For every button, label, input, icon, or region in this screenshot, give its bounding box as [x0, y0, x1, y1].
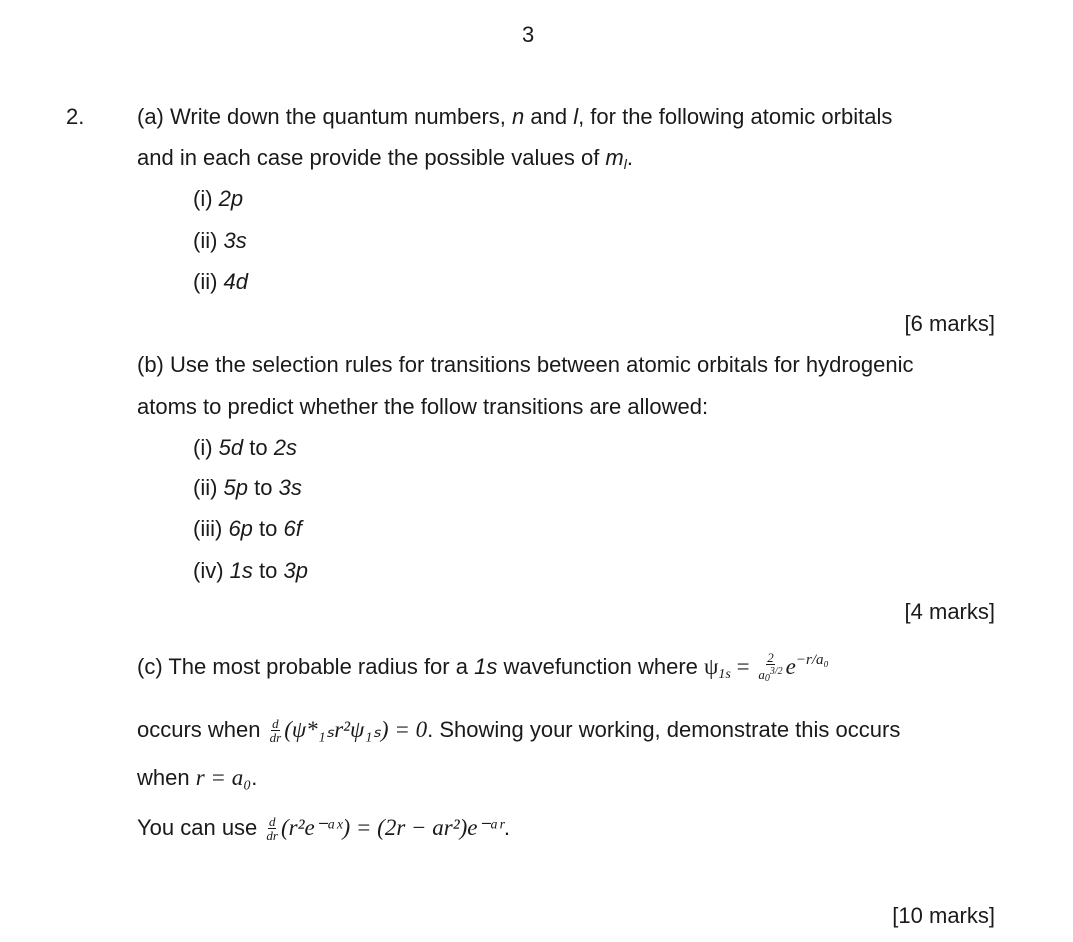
var-l: l — [573, 104, 579, 129]
part-b-marks: [4 marks] — [904, 599, 995, 624]
psi-symbol: ψ — [704, 654, 719, 679]
part-a-item — [193, 268, 248, 296]
to-orbital: 2s — [273, 435, 297, 460]
var-ml-sub: l — [623, 156, 627, 172]
fraction-denominator — [757, 665, 783, 686]
part-c-line-4 — [137, 806, 510, 850]
equals-sign: = — [730, 654, 756, 679]
to-orbital: 3p — [283, 558, 308, 583]
item-label: (ii) — [193, 475, 224, 500]
from-orbital: 6p — [228, 516, 253, 541]
part-a-line-2 — [137, 144, 633, 178]
part-b-item — [193, 557, 308, 585]
item-label: (i) — [193, 435, 219, 460]
denominator-sub: 0 — [764, 672, 770, 684]
denominator-exp: 3/2 — [769, 665, 783, 677]
derivative-numerator: d — [272, 716, 279, 732]
orbital: 4d — [223, 269, 249, 294]
to-word: to — [248, 475, 279, 500]
item-label: (iii) — [193, 516, 229, 541]
part-a-marks: [6 marks] — [904, 311, 995, 336]
derivative-fraction — [269, 717, 283, 745]
part-a-item — [193, 227, 247, 255]
part-b-line-2: atoms to predict whether the follow transitions are allowed: — [137, 394, 709, 419]
from-orbital: 5d — [218, 435, 244, 460]
to-word: to — [252, 516, 284, 541]
condition-expression: (ψ*₁ₛr²ψ₁ₛ) = 0 — [284, 717, 428, 742]
hint-derivative-denominator: dr — [266, 828, 278, 844]
part-c-line-1 — [137, 636, 829, 699]
exp-power: −r/a₀ — [795, 652, 829, 668]
exp-base: e — [785, 654, 796, 679]
radius-expression: r = a₀ — [195, 765, 252, 790]
part-b-item — [193, 474, 302, 502]
from-orbital: 1s — [229, 558, 253, 583]
derivative-denominator: dr — [269, 730, 282, 746]
part-a-line-2-text: and in each case provide the possible values of — [137, 145, 606, 170]
part-c-text-2: wavefunction where — [497, 654, 705, 679]
item-label: (iv) — [193, 558, 230, 583]
orbital-1s: 1s — [474, 654, 498, 679]
part-a-item — [193, 185, 243, 213]
item-label: (i) — [193, 186, 219, 211]
part-b-item — [193, 515, 302, 543]
to-word: to — [252, 558, 284, 583]
part-a-line-1 — [137, 103, 892, 131]
psi-subscript: 1s — [718, 667, 731, 682]
hint-derivative-fraction — [265, 815, 279, 843]
part-b-item — [193, 434, 297, 462]
part-c-line-3-end: . — [251, 765, 258, 790]
part-c-line-4-text: You can use — [137, 815, 264, 840]
from-orbital: 5p — [223, 475, 249, 500]
question-number: 2. — [66, 104, 85, 129]
to-word: to — [243, 435, 274, 460]
part-a-text-1: (a) Write down the quantum numbers, — [137, 104, 512, 129]
item-label: (ii) — [193, 228, 224, 253]
orbital: 2p — [218, 186, 244, 211]
orbital: 3s — [223, 228, 247, 253]
fraction-numerator: 2 — [767, 649, 774, 665]
normalization-fraction — [757, 651, 783, 686]
hint-derivative-numerator: d — [268, 814, 276, 830]
part-a-and: and — [524, 104, 574, 129]
part-c-line-3-text: when — [137, 765, 196, 790]
to-orbital: 6f — [283, 516, 302, 541]
var-n: n — [512, 104, 525, 129]
denominator-base: a — [758, 666, 765, 682]
part-c-marks: [10 marks] — [892, 903, 995, 928]
part-c-line-3 — [137, 764, 257, 792]
var-ml: m — [605, 145, 624, 170]
part-c-text-1: (c) The most probable radius for a — [137, 654, 475, 679]
hint-expression: (r²e⁻ᵃˣ) = (2r − ar²)e⁻ᵃʳ — [280, 815, 504, 840]
part-c-line-2 — [137, 708, 900, 752]
part-b-line-1: (b) Use the selection rules for transitions between atomic orbitals for hydrogenic — [137, 352, 914, 377]
to-orbital: 3s — [278, 475, 302, 500]
item-label: (ii) — [193, 269, 224, 294]
part-a-text-2: , for the following atomic orbitals — [578, 104, 893, 129]
part-c-line-2-end: . Showing your working, demonstrate this occurs — [427, 717, 901, 742]
part-a-line-2-end: . — [626, 145, 633, 170]
part-c-line-4-end: . — [503, 815, 511, 840]
page-number: 3 — [522, 22, 535, 47]
part-c-line-2-text: occurs when — [137, 717, 267, 742]
